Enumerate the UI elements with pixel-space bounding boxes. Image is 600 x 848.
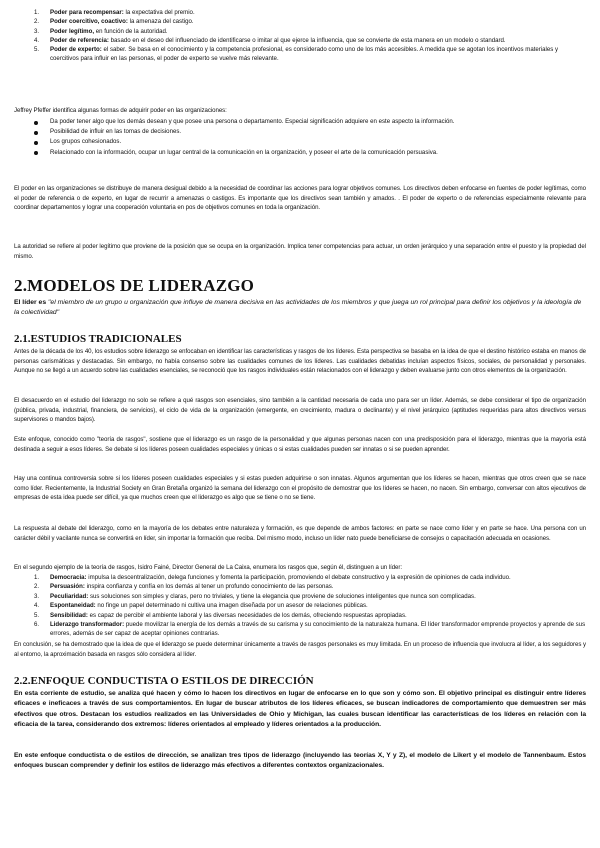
list-number: 5.	[34, 611, 40, 619]
list-item	[34, 601, 586, 610]
list-item-label: Poder de experto:	[50, 46, 102, 54]
list-item-label: Peculiaridad:	[50, 592, 89, 600]
list-number: 2.	[34, 18, 40, 26]
heading-behavioral-approach: 2.2.ENFOQUE CONDUCTISTA O ESTILOS DE DIRECCIÓN	[14, 675, 314, 687]
paragraph-behavioral-2: En este enfoque conductista o de estilos de dirección, se analizan tres tipos de liderazgo (incluyendo las teorías X, Y y Z), el modelo de Likert y el modelo de Tannenbaum. Estos enfoques buscan comprender y definir los estilos de liderazgo más efectivos a diferentes contextos organizacionales.	[14, 752, 586, 770]
heading-models: 2.MODELOS DE LIDERAZGO	[14, 276, 255, 295]
list-number: 3.	[34, 27, 40, 35]
paragraph-behavioral-1: En esta corriente de estudio, se analiza qué hacen y cómo lo hacen los directivos en lugar de enfocarse en lo que son y cómo son. El objetivo principal es distinguir entre líderes eficaces e ineficaces a través de sus comportamientos. En lugar de buscar atributos de los líderes eficaces, se buscan indicadores de comportamiento que demuestren ser más efectivos que otros. Destacan los estudios realizados en las Universidades de Ohio y Michigan, las cuales buscan identificar las características de los líderes en relación con la eficacia de la tarea, considerando dos extremos: líderes orientados al empleado y líderes orientados a la producción.	[14, 690, 586, 729]
paragraph-traditional-5: La respuesta al debate del liderazgo, como en la mayoría de los debates entre naturaleza y formación, es que depende de ambos factores: en parte se nace como líder y en parte se hace. Una persona con un carácter débil y vacilante nunca se convertirá en líder, sin importar la formación que reciba. Del mismo modo, incluso un líder nato puede beneficiarse de consejos o capacitación adecuada en ocasiones.	[14, 525, 586, 542]
pfeffer-list	[34, 117, 586, 158]
leader-definition-label: El líder es	[14, 299, 47, 306]
list-number: 2.	[34, 583, 40, 591]
bullet-icon	[34, 141, 38, 145]
heading-traditional-studies: 2.1.ESTUDIOS TRADICIONALES	[14, 333, 182, 345]
traits-intro: En el segundo ejemplo de la teoría de rasgos, Isidro Fainé, Director General de La Caixa, enumera los rasgos que, según él, distinguen a un líder:	[14, 564, 403, 571]
list-number: 4.	[34, 36, 40, 44]
list-item-label: Liderazgo transformador:	[50, 621, 125, 629]
list-item-text: en función de la autoridad.	[94, 27, 168, 35]
list-item	[34, 148, 586, 158]
list-item-text: la amenaza del castigo.	[127, 18, 194, 26]
list-item	[34, 620, 586, 639]
list-item-text: puede movilizar la energía de los demás a través de su carisma y su conocimiento de la naturaleza humana. El líder transformador emprende proyectos y aprende de sus errores, además de ser capaz de aceptar opiniones contrarias.	[50, 621, 586, 638]
traits-list	[34, 573, 586, 639]
paragraph-traditional-1: Antes de la década de los 40, los estudios sobre liderazgo se enfocaban en identificar las características y rasgos de los líderes. Esta perspectiva se basaba en la idea de que el destino histórico estaba en manos de personas carismáticas y destacadas. Sin embargo, no había consenso sobre las cualidades comunes de los líderes. Las cualidades debatidas incluían aspectos físicos, sociales, de personalidad y personales. Aunque no se llegó a un acuerdo sobre las cualidades esenciales, se reconoció que los rasgos individuales están relacionados con el liderazgo y deben evaluarse junto con otros elementos de la organización.	[14, 348, 586, 375]
power-types-list	[34, 8, 586, 64]
bullet-icon	[34, 131, 38, 135]
list-item	[34, 117, 586, 127]
list-item	[34, 582, 586, 591]
list-number: 1.	[34, 574, 40, 581]
list-item-label: Poder legítimo,	[50, 27, 95, 35]
list-item-text: Relacionado con la información, ocupar un lugar central de la comunicación en la organización, y poseer el arte de la comunicación persuasiva.	[50, 148, 438, 156]
pfeffer-intro: Jeffrey Pfeffer identifica algunas formas de adquirir poder en las organizaciones:	[14, 107, 227, 114]
list-item	[34, 592, 586, 601]
list-item-label: Democracia:	[50, 574, 87, 581]
list-item-text: sus soluciones son simples y claras, pero no triviales, y tiene la elegancia que proviene de soluciones inteligentes que nunca son complicadas.	[88, 592, 476, 600]
list-item	[34, 36, 586, 45]
list-item-label: Sensibilidad:	[50, 611, 88, 619]
paragraph-power-distribution: El poder en las organizaciones se distribuye de manera desigual debido a la necesidad de coordinar las acciones para lograr objetivos comunes. Los directivos deben enfocarse en fuentes de poder legítimas, como el poder de referencia o de experto, en lugar de recurrir a amenazas o castigos. Es importante que los directivos sean también y amados. . El poder de experto o de referencias especialmente relevante para coordinar departamentos y lograr una cooperación voluntaria en pos de objetivos comunes en toda la organización.	[14, 185, 586, 212]
bullet-icon	[34, 121, 38, 125]
list-item-label: Espontaneidad:	[50, 602, 96, 610]
list-item-text: Da poder tener algo que los demás desean y que posee una persona o departamento. Especial significación adquiere en este aspecto la información.	[50, 118, 455, 125]
list-item-label: Persuasión:	[50, 583, 85, 591]
paragraph-traditional-3: Este enfoque, conocido como "teoría de rasgos", sostiene que el liderazgo es un rasgo de la personalidad y que algunas personas nacen con una predisposición para el liderazgo, mientras que la mayoría está destinada a seguir a esos líderes. Se debate si los líderes poseen cualidades especiales y únicas o si estas cualidades pueden ser innatas o si se pueden aprender.	[14, 436, 586, 453]
paragraph-traditional-2: El desacuerdo en el estudio del liderazgo no solo se refiere a qué rasgos son esenciales, sino también a la cantidad necesaria de cada uno para ser un líder. Además, se debe considerar el tipo de organización (pública, privada, industrial, financiera, de servicios), el ciclo de vida de la organización (emergente, en crecimiento, madura o declinante) y el nivel jerárquico (aptitudes requeridas para altos directivos versus supervisores o mandos bajos).	[14, 397, 586, 424]
list-item-text: no finge un papel determinado ni cultiva una imagen diseñada por un asesor de relaciones públicas.	[95, 602, 368, 610]
list-item	[34, 8, 586, 17]
list-item-text: Posibilidad de influir en las tomas de decisiones.	[50, 128, 182, 136]
list-item-text: basado en el deseo del influenciado de identificarse o imitar al que ejerce la influencia, que se convierte de esta manera en un modelo o standard.	[108, 36, 506, 44]
list-item-text: la expectativa del premio.	[123, 9, 195, 16]
list-number: 1.	[34, 9, 40, 16]
list-item-text: impulsa la descentralización, delega funciones y fomenta la participación, promoviendo el debate constructivo y la expresión de opiniones de cada individuo.	[86, 574, 511, 581]
list-item-text: Los grupos cohesionados.	[50, 138, 122, 146]
list-item-label: Poder coercitivo, coactivo:	[50, 18, 128, 26]
paragraph-authority: La autoridad se refiere al poder legítimo que proviene de la posición que se ocupa en la organización. Implica tener competencias para actuar, un orden jerárquico y una separación entre el puesto y la propiedad del mismo.	[14, 243, 586, 260]
paragraph-traditional-4: Hay una continua controversia sobre si los líderes poseen cualidades especiales y si estas pueden adquirirse o son innatas. Algunos argumentan que los líderes se hacen, mientras que otros creen que se nace como líder. Recientemente, la Industrial Society en Gran Bretaña organizó la semana del liderazgo con el propósito de demostrar que los líderes se hacen, no nacen. Sin embargo, conversar con altos ejecutivos de empresas de esta idea puede ser difícil, ya que muchos creen que el liderazgo es algo que se tiene o no se tiene.	[14, 475, 586, 502]
list-number: 6.	[34, 621, 40, 629]
bullet-icon	[34, 151, 38, 155]
list-item-label: Poder para recompensar:	[50, 9, 124, 16]
list-item	[34, 573, 586, 582]
list-number: 5.	[34, 46, 40, 54]
list-item	[34, 611, 586, 620]
list-item	[34, 45, 586, 64]
list-item	[34, 127, 586, 137]
list-item	[34, 137, 586, 147]
list-item	[34, 27, 586, 36]
list-item	[34, 17, 586, 26]
list-item-text: es capaz de percibir el ambiente laboral y las diversas necesidades de los demás, ofreciendo respuestas apropiadas.	[87, 611, 407, 619]
leader-definition	[14, 298, 586, 319]
list-number: 4.	[34, 602, 40, 610]
list-item-text: el saber. Se basa en el conocimiento y la competencia profesional, es considerado como uno de los más accesibles. A medida que se agotan los incentivos materiales y coercitivos para influir en las personas, el poder de experto se vuelve más relevante.	[50, 46, 559, 63]
list-item-label: Poder de referencia:	[50, 36, 109, 44]
paragraph-traditional-conclusion: En conclusión, se ha demostrado que la idea de que el liderazgo se puede determinar únicamente a través de rasgos personales es muy limitada. En un proceso de influencia que involucra al líder, a los seguidores y al entorno, la aproximación basada en rasgos sólo considera al líder.	[14, 641, 586, 658]
leader-definition-quote: "el miembro de un grupo u organización que influye de manera decisiva en las actividades de los miembros y que juega un rol principal para definir los objetivos y la ideología de la colectividad"	[14, 299, 582, 317]
list-number: 3.	[34, 592, 40, 600]
list-item-text: inspira confianza y confía en los demás al tener un profundo conocimiento de las personas.	[84, 583, 334, 591]
